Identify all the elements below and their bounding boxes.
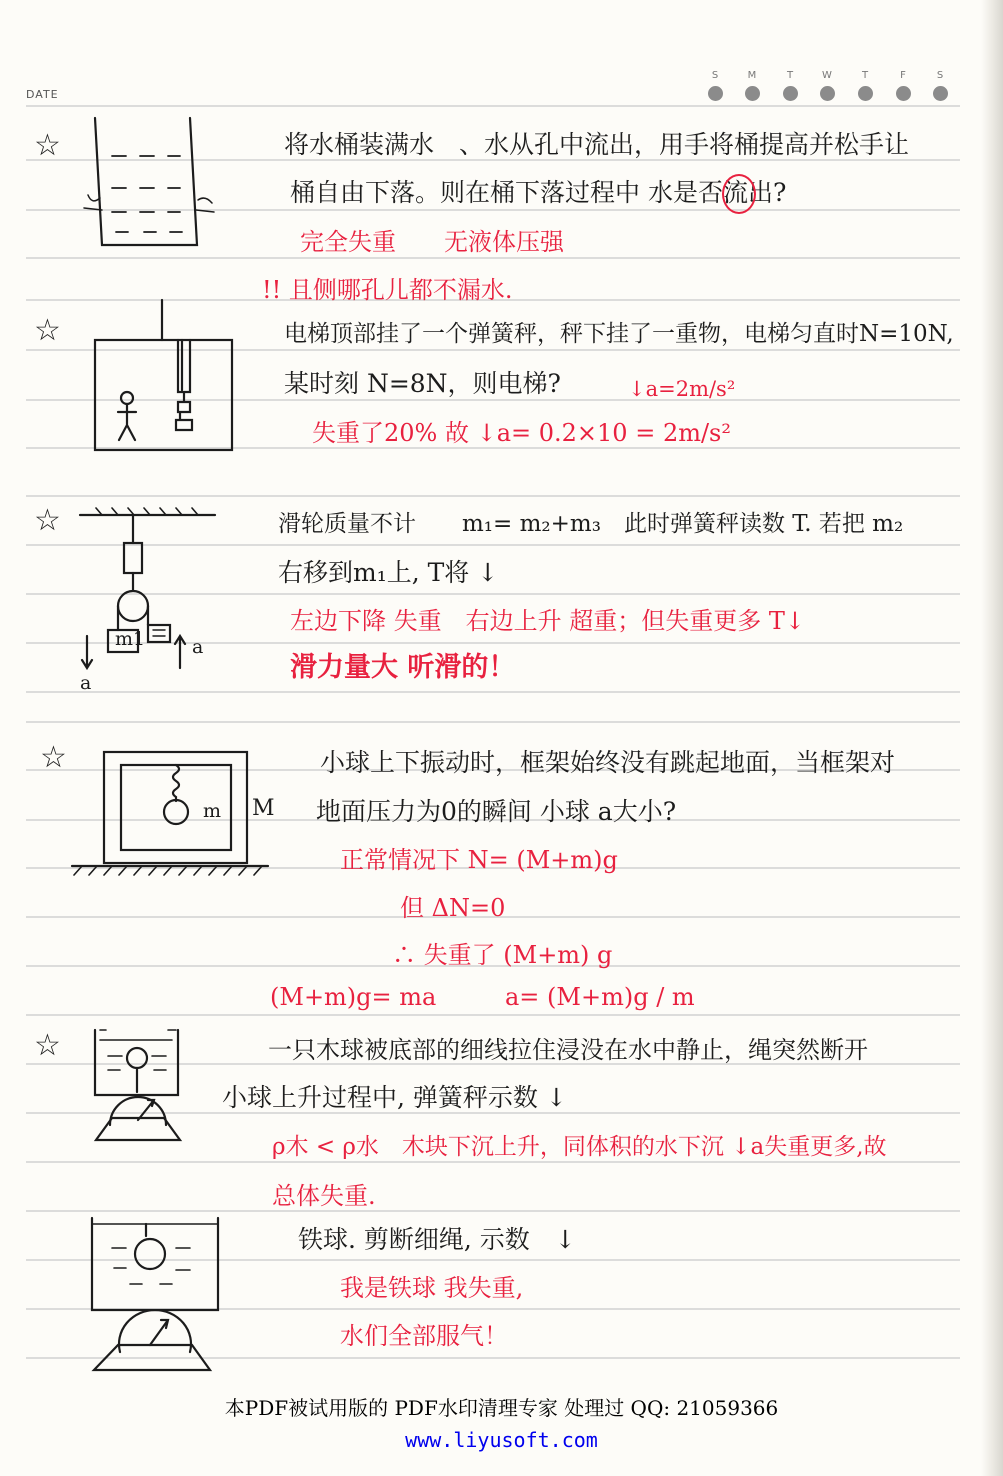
star-icon: ☆ [34,313,61,348]
wood-ball-diagram [95,1030,180,1140]
question-line: 将水桶装满水 、水从孔中流出，用手将桶提高并松手让 [284,130,910,159]
star-icon: ☆ [34,128,61,163]
question-line: 一只木球被底部的细线拉住浸没在水中静止，绳突然断开 [268,1036,868,1064]
question-line: 电梯顶部挂了一个弹簧秤，秤下挂了一重物，电梯匀直时N=10N, [284,321,954,347]
weekday-label: S [936,70,944,81]
answer-line: 总体失重. [272,1182,376,1210]
weekday-label: M [747,70,757,81]
question-line: 地面压力为0的瞬间 小球 a大小? [316,797,677,826]
diagram-label: M [252,796,275,821]
bucket-diagram [84,118,214,245]
weekday-label: W [822,70,832,81]
diagram-label: m [203,800,222,822]
question-line: 小球上升过程中, 弹簧秤示数 ↓ [222,1083,567,1112]
star-icon: ☆ [40,740,67,775]
diagram-label: m1 [115,628,146,650]
diagram-label: a [80,672,92,694]
answer-line: 水们全部服气！ [340,1322,508,1350]
star-icon: ☆ [34,1028,61,1063]
weekday-label: S [711,70,719,81]
iron-ball-diagram [92,1218,218,1370]
weekday-label: F [900,70,906,81]
answer-line: 我是铁球 我失重, [340,1274,524,1302]
question-line: 桶自由下落。则在桶下落过程中 水是否流出? [290,178,787,207]
answer-line: a= (M+m)g / m [505,983,695,1011]
answer-line: !! 且侧哪孔儿都不漏水. [262,276,513,304]
question-line: 某时刻 N=8N，则电梯? [284,369,561,398]
question-line: 滑轮质量不计 m₁= m₂+m₃ 此时弹簧秤读数 T. 若把 m₂ [278,511,904,537]
answer-line: 正常情况下 N= (M+m)g [340,846,618,874]
answer-line: (M+m)g= ma [270,983,437,1011]
answer-line: ρ木 < ρ水 木块下沉上升，同体积的水下沉 ↓a失重更多,故 [272,1134,887,1160]
circled-answer-mark [722,174,756,214]
question-line: 小球上下振动时，框架始终没有跳起地面，当框架对 [320,748,896,777]
side-note: ↓a=2m/s² [628,377,736,401]
weekday-label: T [861,70,869,81]
answer-line: 失重了20% 故 ↓a= 0.2×10 = 2m/s² [312,419,731,447]
answer-line: 完全失重 无液体压强 [300,228,564,256]
star-icon: ☆ [34,503,61,538]
question-line: 右移到m₁上, T将 ↓ [278,558,499,587]
weekday-label: T [786,70,794,81]
frame-diagram [72,752,268,875]
answer-line: 滑力量大 听滑的！ [290,652,516,683]
watermark-url[interactable]: www.liyusoft.com [405,1428,598,1452]
question-line: 铁球. 剪断细绳, 示数 ↓ [298,1225,576,1254]
elevator-diagram [95,300,232,450]
watermark-note: 本PDF被试用版的 PDF水印清理专家 处理过 QQ: 21059366 [224,1396,779,1420]
answer-line: 左边下降 失重 右边上升 超重；但失重更多 T↓ [290,607,806,635]
date-label: DATE [26,88,59,101]
answer-line: ∴ 失重了 (M+m) g [392,941,613,969]
answer-line: 但 ΔN=0 [400,894,506,922]
diagram-label: a [192,636,204,658]
